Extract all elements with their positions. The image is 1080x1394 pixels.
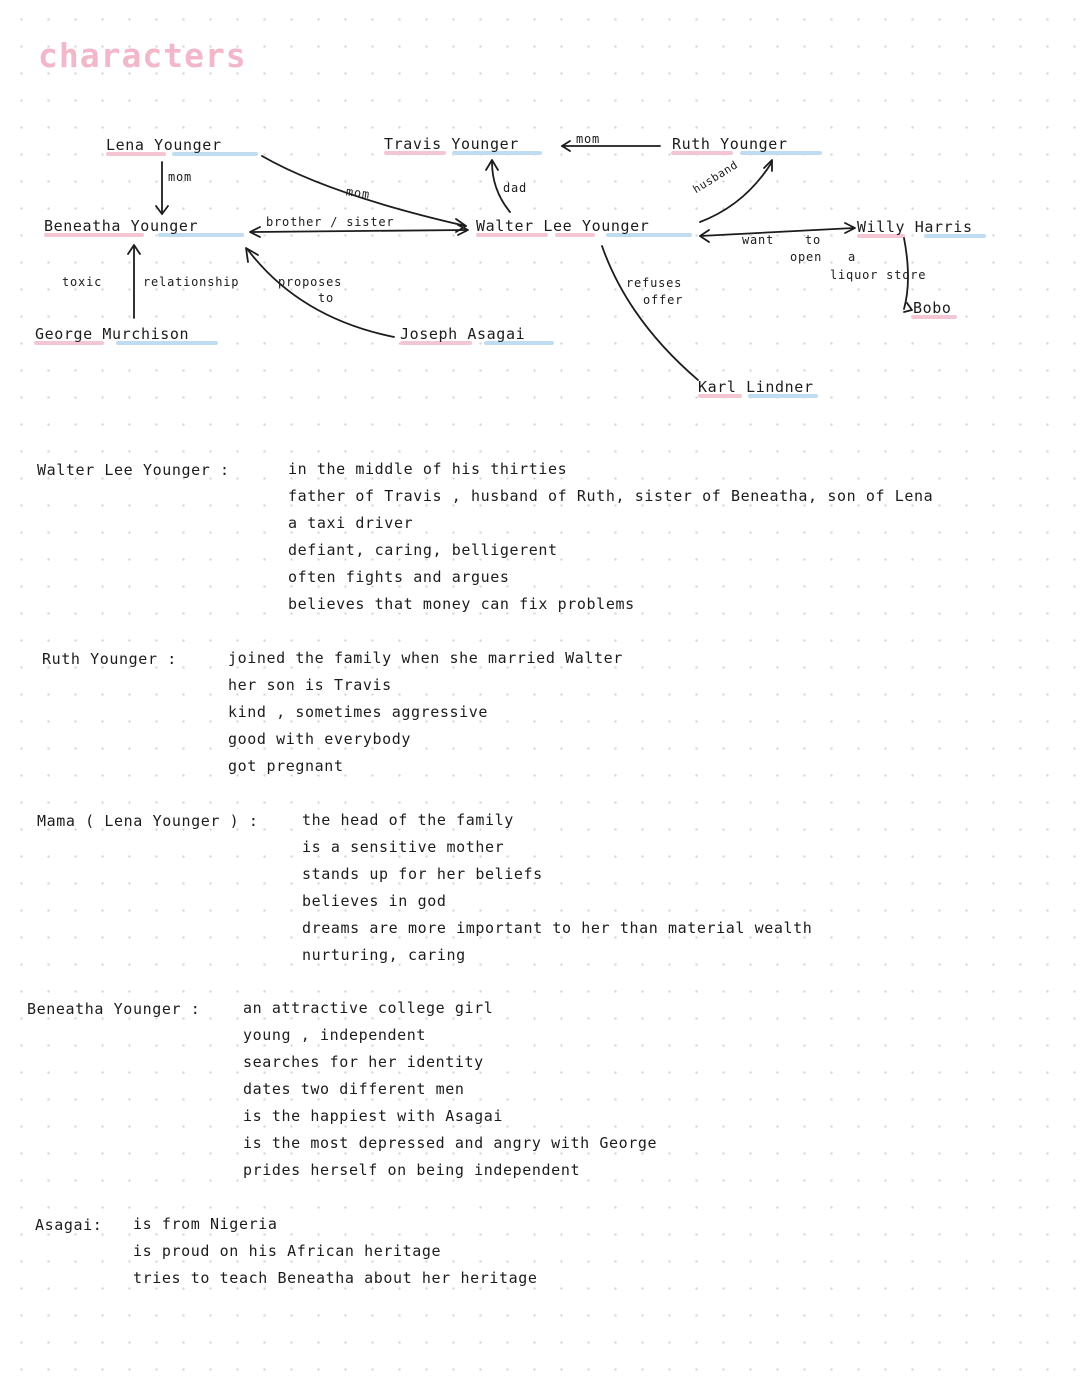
- note-line: young , independent: [243, 1026, 426, 1044]
- lena-to-beneatha-arrow: [156, 162, 168, 214]
- walter-to-karl-line: [602, 246, 698, 380]
- note-line: tries to teach Beneatha about her heritage: [133, 1269, 538, 1287]
- character-name-walter: Walter Lee Younger :: [37, 461, 230, 479]
- note-line: an attractive college girl: [243, 999, 494, 1017]
- relationship-lines: [0, 0, 1080, 420]
- label-mom: mom: [576, 132, 601, 146]
- note-line: is from Nigeria: [133, 1215, 278, 1233]
- character-name-mama: Mama ( Lena Younger ) :: [37, 812, 259, 830]
- note-line: is the happiest with Asagai: [243, 1107, 504, 1125]
- label-liquor-store: liquor store: [830, 268, 927, 282]
- note-line: is the most depressed and angry with George: [243, 1134, 658, 1152]
- note-line: a taxi driver: [288, 514, 414, 532]
- node-lena-younger: Lena Younger: [106, 136, 222, 154]
- label-refuses-offer: offer: [643, 293, 684, 307]
- note-line: is a sensitive mother: [302, 838, 505, 856]
- label-refuses: refuses: [626, 276, 683, 290]
- note-line: kind , sometimes aggressive: [228, 703, 489, 721]
- node-george-murchison: George Murchison: [35, 325, 190, 343]
- character-name-asagai: Asagai:: [35, 1216, 103, 1234]
- label-mom: mom: [345, 184, 371, 202]
- note-line: joined the family when she married Walter: [228, 649, 623, 667]
- beneatha-george-relationship-line: [128, 245, 140, 318]
- note-line: good with everybody: [228, 730, 411, 748]
- label-open: open: [790, 250, 823, 264]
- note-line: prides herself on being independent: [243, 1161, 581, 1179]
- node-travis-younger: Travis Younger: [384, 135, 519, 153]
- label-proposes: proposes: [278, 275, 343, 289]
- note-line: believes in god: [302, 892, 447, 910]
- label-a: a: [848, 250, 857, 264]
- note-line: got pregnant: [228, 757, 344, 775]
- node-joseph-asagai: Joseph Asagai: [400, 325, 526, 343]
- page-title: characters: [38, 36, 247, 75]
- note-line: her son is Travis: [228, 676, 392, 694]
- character-name-ruth: Ruth Younger :: [42, 650, 177, 668]
- note-line: father of Travis , husband of Ruth, sister of Beneatha, son of Lena: [288, 487, 934, 505]
- note-line: often fights and argues: [288, 568, 510, 586]
- label-relationship: relationship: [143, 275, 240, 289]
- note-line: stands up for her beliefs: [302, 865, 543, 883]
- label-brother-sister: brother / sister: [266, 215, 395, 229]
- node-beneatha-younger: Beneatha Younger: [44, 217, 199, 235]
- note-line: in the middle of his thirties: [288, 460, 568, 478]
- note-line: nurturing, caring: [302, 946, 466, 964]
- label-toxic: toxic: [62, 275, 103, 289]
- character-name-beneatha: Beneatha Younger :: [27, 1000, 201, 1018]
- character-notes-asagai: [133, 1211, 538, 1292]
- note-line: is proud on his African heritage: [133, 1242, 442, 1260]
- note-line: believes that money can fix problems: [288, 595, 635, 613]
- label-husband: husband: [690, 158, 741, 197]
- character-notes-beneatha: [243, 995, 657, 1184]
- node-willy-harris: Willy Harris: [857, 218, 973, 236]
- character-notes-ruth: [228, 645, 623, 780]
- node-walter-lee-younger: Walter Lee Younger: [476, 217, 650, 235]
- character-notes-walter: [288, 456, 933, 618]
- label-mom: mom: [168, 170, 193, 184]
- label-dad: dad: [503, 181, 528, 195]
- character-notes-mama: [302, 807, 812, 969]
- label-to: to: [805, 233, 822, 247]
- node-ruth-younger: Ruth Younger: [672, 135, 788, 153]
- note-line: searches for her identity: [243, 1053, 484, 1071]
- note-line: defiant, caring, belligerent: [288, 541, 558, 559]
- label-proposes-to: to: [318, 291, 335, 305]
- node-karl-lindner: Karl Lindner: [698, 378, 814, 396]
- note-line: dreams are more important to her than material wealth: [302, 919, 813, 937]
- note-line: dates two different men: [243, 1080, 465, 1098]
- note-line: the head of the family: [302, 811, 514, 829]
- node-bobo: Bobo: [913, 299, 952, 317]
- label-want: want: [742, 233, 775, 247]
- walter-to-willy-arrow: [700, 223, 855, 242]
